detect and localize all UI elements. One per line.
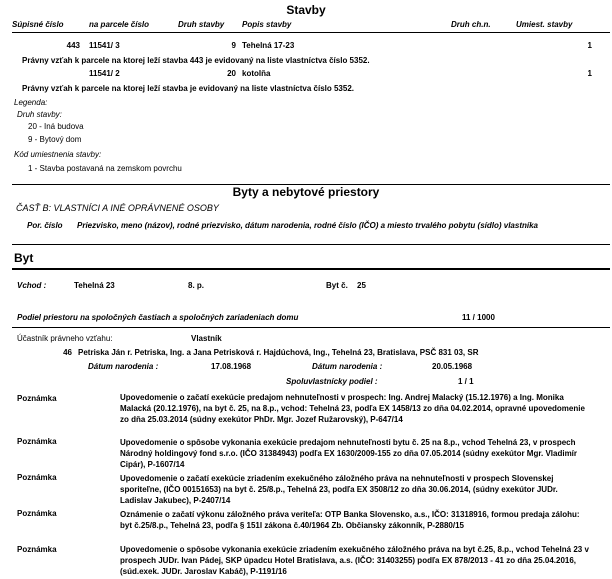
divider [12, 268, 610, 270]
note-label: Poznámka [17, 394, 57, 403]
col-header-umiest: Umiest. stavby [516, 20, 573, 29]
col-header-supisne: Súpisné číslo [12, 20, 64, 29]
note-label: Poznámka [17, 437, 57, 446]
vchod-value: Tehelná 23 [74, 281, 115, 290]
birthdate-value: 17.08.1968 [211, 362, 252, 371]
podiel-value: 11 / 1000 [462, 313, 495, 322]
table-cell-popis: Tehelná 17-23 [242, 41, 295, 50]
table-cell-parcela: 11541/ 3 [89, 41, 120, 50]
col-header-druh: Druh stavby [178, 20, 225, 29]
legend-item: 9 - Bytový dom [28, 135, 82, 144]
table-cell-umiest: 1 [587, 69, 592, 78]
section-title-byty: Byty a nebytové priestory [232, 185, 380, 199]
col-header-parcela: na parcele číslo [89, 20, 150, 29]
note-text: Upovedomenie o spôsobe vykonania exekúcie zriadením exekučného záložného práva na byt č.25, 8.p., vchod Tehelná 23 v prospech JUDr. Ivan Pádej, SKP úpadcu Hotel Bratislava, a.s. (IČO: 31403255) podľa EX 878/2013 - 41 zo dňa 25.04.2016, (súd.exek. JUDr. Jaroslav Kabáč), P-1191/16 [120, 545, 589, 576]
col-header-por-cislo: Por. číslo [27, 221, 63, 230]
divider [12, 32, 610, 33]
note-text: Oznámenie o začatí výkonu záložného práva veriteľa: OTP Banka Slovensko, a.s., IČO: 31318916, formou predaja zálohu: byt č.25/8.p., Tehelná 23, podľa § 151l zákona č.40/1964 Zb. Občiansky zákonník, P-2880/15 [120, 510, 580, 530]
section-title-stavby: Stavby [286, 3, 326, 17]
ucastnik-label: Účastník právneho vzťahu: [17, 334, 113, 343]
legend-item: 20 - Iná budova [28, 122, 84, 131]
table-cell-parcela: 11541/ 2 [89, 69, 120, 78]
table-cell-supisne: 443 [66, 41, 80, 50]
note-text: Upovedomenie o začatí exekúcie zriadením exekučného záložného práva na nehnuteľnosti v prospech Slovenskej sporiteľne, (IČO 00151653) na byt č. 25/8.p., Tehelná 23, podľa EX 3508/12 zo dňa 30.06.2014, (súdny exekútor JUDr. Ladislav Jakubec), P-2407/14 [120, 474, 558, 505]
col-header-por-desc: Priezvisko, meno (názov), rodné priezvisko, dátum narodenia, rodné číslo (IČO) a miesto trvalého pobytu (sídlo) vlastníka [77, 221, 538, 230]
part-heading: ČASŤ B: VLASTNÍCI A INÉ OPRÁVNENÉ OSOBY [16, 203, 219, 213]
table-cell-druh: 9 [231, 41, 236, 50]
col-header-popis: Popis stavby [242, 20, 292, 29]
legend-item: 1 - Stavba postavaná na zemskom povrchu [28, 164, 182, 173]
divider [12, 327, 610, 328]
col-header-druh-ch: Druh ch.n. [451, 20, 491, 29]
legend-label: Legenda: [14, 98, 48, 107]
birthdate-value: 20.05.1968 [432, 362, 473, 371]
owner-text: Petriska Ján r. Petriska, Ing. a Jana Petrisková r. Hajdúchová, Ing., Tehelná 23, Bratislava, PSČ 831 03, SR [78, 348, 479, 357]
birthdate-label: Dátum narodenia : [88, 362, 159, 371]
note-label: Poznámka [17, 473, 57, 482]
vchod-label: Vchod : [17, 281, 47, 290]
table-row-note: Právny vzťah k parcele na ktorej leží stavba 443 je evidovaný na liste vlastníctva číslo 5352. [22, 56, 370, 65]
note-label: Poznámka [17, 509, 57, 518]
spoluvlastnicky-value: 1 / 1 [458, 377, 474, 386]
spoluvlastnicky-label: Spoluvlastnícky podiel : [286, 377, 378, 386]
byt-heading: Byt [14, 251, 34, 265]
poschodie-value: 8. p. [188, 281, 205, 290]
legend-kod-label: Kód umiestnenia stavby: [14, 150, 102, 159]
table-cell-druh: 20 [227, 69, 236, 78]
byt-cislo-label: Byt č. [326, 281, 348, 290]
note-text: Upovedomenie o spôsobe vykonania exekúcie predajom nehnuteľnosti bytu č. 25 na 8.p., vchod Tehelná 23, v prospech Národný holdingový fond s.r.o. (IČO 31384943) podľa EX 1630/2009-155 zo dňa 07.05.2014 (súdny exekútor Mgr. Vladimír Cipár), P-1607/14 [120, 438, 578, 469]
owner-number: 46 [63, 348, 72, 357]
podiel-label: Podiel priestoru na spoločných častiach a spoločných zariadeniach domu [17, 313, 299, 322]
table-cell-umiest: 1 [587, 41, 592, 50]
note-label: Poznámka [17, 545, 57, 554]
ucastnik-value: Vlastník [191, 334, 222, 343]
byt-cislo-value: 25 [357, 281, 366, 290]
table-row-note: Právny vzťah k parcele na ktorej leží stavba je evidovaný na liste vlastníctva číslo 5352. [22, 84, 354, 93]
note-text: Upovedomenie o začatí exekúcie predajom nehnuteľnosti v prospech: Ing. Andrej Malacký (15.12.1976) a Ing. Monika Malacká (20.12.1976), na byt č. 25, na 8.p., vchod: Tehelná 23, podľa EX 1458/13 zo dňa 04.02.2014, opravné upovedomenie zo dňa 25.03.2014 (súdny exekútor PhDr. Mgr. Jozef Ružarovský), P-647/14 [120, 393, 585, 424]
birthdate-label: Dátum narodenia : [312, 362, 383, 371]
legend-druh-label: Druh stavby: [17, 110, 62, 119]
divider [12, 244, 610, 245]
table-cell-popis: kotolňa [242, 69, 271, 78]
